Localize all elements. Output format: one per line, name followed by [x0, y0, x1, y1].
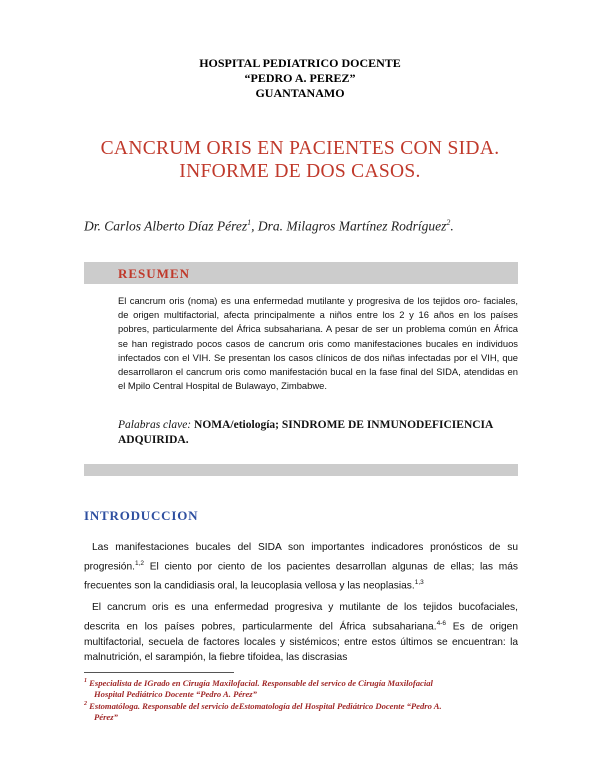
- footnote-1-line-2: Hospital Pediátrico Docente “Pedro A. Pérez”: [94, 688, 257, 699]
- footnote-1-line-1: Especialista de IGrado en Cirugía Maxilofacial. Responsable del servico de Cirugía Maxilofacial: [89, 677, 433, 688]
- citation-marker: 1,3: [414, 578, 424, 586]
- abstract-end-band: [84, 464, 518, 476]
- paper-title-line-1: CANCRUM ORIS EN PACIENTES CON SIDA.: [100, 138, 500, 159]
- authors-end: .: [450, 218, 454, 234]
- footnote-2-marker: 2: [84, 701, 87, 707]
- abstract-heading: RESUMEN: [118, 266, 191, 281]
- citation-marker: 1,2: [134, 559, 145, 567]
- citation-marker: 4-6: [436, 619, 446, 627]
- intro-paragraph-2: [84, 600, 518, 666]
- intro-p1-text-b: El ciento por ciento de los pacientes desarrollan algunas de ellas; las más frecuentes son la candidiasis oral, la leucoplasia vellosa y las neoplasias.: [84, 560, 518, 591]
- keywords-text: NOMA/etiología; SINDROME DE INMUNODEFICIENCIA ADQUIRIDA.: [118, 419, 493, 446]
- footnote-1-marker: 1: [84, 678, 87, 684]
- footnote-2: [84, 699, 524, 723]
- authors-separator: ,: [251, 218, 258, 234]
- author-1-footnote-marker: 1: [247, 218, 252, 227]
- footnote-2-line-1: Estomatóloga. Responsable del servicio deEstomatología del Hospital Pediátrico Docente “Pedro A.: [89, 700, 442, 711]
- footnote-separator: [84, 672, 234, 673]
- keywords: [118, 418, 520, 448]
- author-2: Dra. Milagros Martínez Rodríguez: [257, 218, 447, 234]
- keywords-label: Palabras clave:: [118, 419, 192, 431]
- paper-title-line-2: INFORME DE DOS CASOS.: [179, 161, 421, 182]
- author-1: Dr. Carlos Alberto Díaz Pérez: [84, 218, 248, 234]
- intro-p1-text-a: Las manifestaciones bucales del SIDA son importantes indicadores pronósticos de su progresión.: [84, 542, 518, 572]
- hospital-name: HOSPITAL PEDIATRICO DOCENTE: [199, 56, 401, 70]
- hospital-city: GUANTANAMO: [255, 86, 345, 100]
- footnote-2-line-2: Pérez”: [94, 711, 118, 722]
- hospital-subname: “PEDRO A. PEREZ”: [244, 71, 356, 85]
- author-2-footnote-marker: 2: [446, 218, 451, 227]
- abstract-text: El cancrum oris (noma) es una enfermedad mutilante y progresiva de los tejidos oro- faciales, de origen multifactorial, afecta principalmente a niños entre los 2 y 16 años en los países pobres, particularmente del África subsahariana. A pesar de ser un problema común en África se han registrado pocos casos de cancrum oris como manifestaciones bucales en individuos infectados con el VIH. Se presentan los casos clínicos de dos niñas infectadas por el VIH, que desarrollaron el cancrum oris como manifestación bucal en la fase final del SIDA, atendidas en el Mpilo Central Hospital de Bulawayo, Zimbabwe.: [118, 295, 518, 392]
- intro-p2-text-b: Es de origen multifactorial, secuela de factores locales y sistémicos; entre estos últimos se encuentran: la malnutrición, el sarampión, la fiebre tifoidea, las discrasias: [84, 620, 519, 664]
- intro-p2-text-a: El cancrum oris es una enfermedad progresiva y mutilante de los tejidos bucofaciales, descrita en los países pobres, particularmente del África subsahariana.: [84, 602, 518, 632]
- footnote-1: [84, 676, 524, 700]
- intro-paragraph-1: [84, 540, 518, 594]
- authors-line: [84, 218, 524, 235]
- section-heading-introduccion: INTRODUCCION: [84, 508, 199, 523]
